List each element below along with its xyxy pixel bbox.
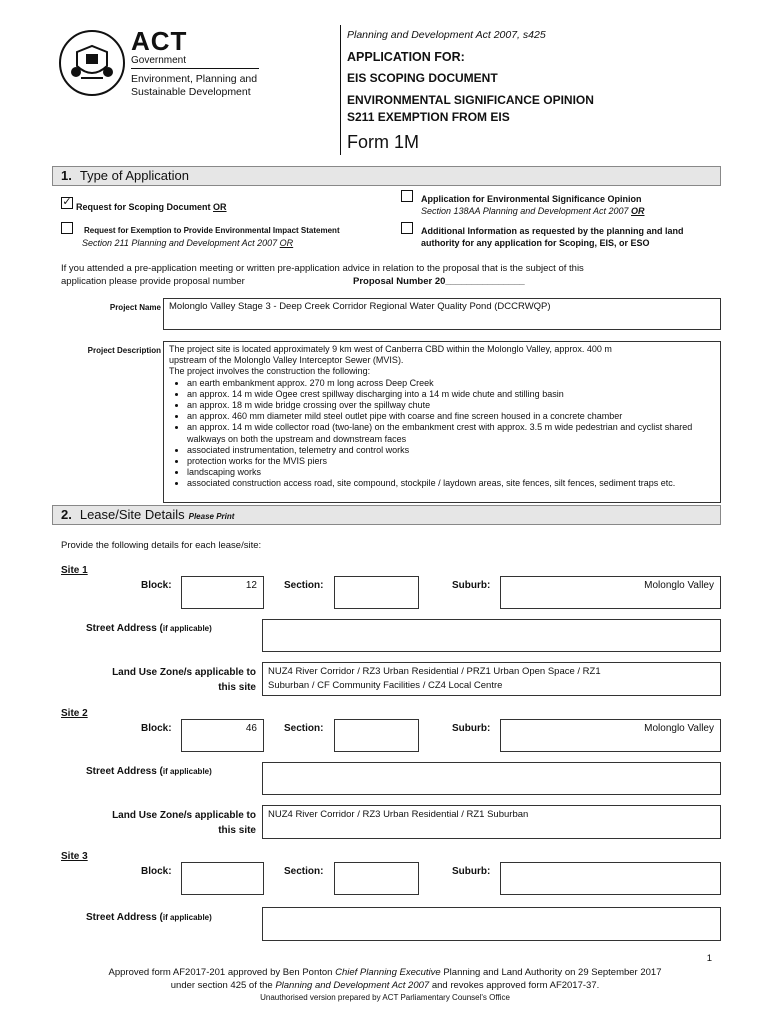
site-3-section-field[interactable] <box>334 862 419 895</box>
eso-act: Section 138AA Planning and Development Act 2007 <box>421 206 629 216</box>
zone-label-1: Land Use Zone/s applicable to <box>112 810 256 821</box>
if-applicable: if applicable <box>162 767 210 776</box>
additional-info-checkbox[interactable] <box>401 222 413 234</box>
additional-info-label-2: authority for any application for Scoping, EIS, or ESO <box>421 238 650 248</box>
street-address-label <box>86 912 212 923</box>
scoping-option-label <box>76 201 227 213</box>
footer-approval <box>40 966 730 992</box>
site-2-zone-line-1: NUZ4 River Corridor / RZ3 Urban Residential / RZ1 Suburban <box>268 809 529 820</box>
site-1-block-field[interactable]: 12 <box>181 576 264 609</box>
list-item: • an approx. 14 m wide Ogee crest spillway discharging into a 14 m wide chute and stilling basin <box>187 389 715 400</box>
proposal-number[interactable]: Proposal Number 20_______________ <box>353 276 525 287</box>
suburb-label: Suburb: <box>452 866 491 877</box>
section-2-title: Lease/Site Details <box>79 507 185 522</box>
project-name-label: Project Name <box>109 303 161 312</box>
list-item: • an approx. 14 m wide collector road (two-lane) on the embankment crest with approx. 3.5 m wide pedestrian and cyclist shared walkways on both the upstream and downstream faces <box>187 422 715 444</box>
list-item: • an approx. 18 m wide bridge crossing over the spillway chute <box>187 400 715 411</box>
project-name-field[interactable]: Molonglo Valley Stage 3 - Deep Creek Corridor Regional Water Quality Pond (DCCRWQP) <box>163 298 721 330</box>
exemption-or: OR <box>279 238 294 248</box>
page-number: 1 <box>706 953 712 964</box>
zone-label-2: this site <box>218 682 256 693</box>
list-item: • an earth embankment approx. 270 m long across Deep Creek <box>187 378 715 389</box>
header-line-3: S211 EXEMPTION FROM EIS <box>347 110 510 124</box>
site-2-block-field[interactable]: 46 <box>181 719 264 752</box>
desc-intro-1: The project site is located approximately 9 km west of Canberra CBD within the Molonglo Valley, approx. 400 m <box>169 344 612 354</box>
suburb-label: Suburb: <box>452 723 491 734</box>
department-name <box>131 73 257 99</box>
form-title: Form 1M <box>347 132 419 152</box>
list-item: • associated instrumentation, telemetry and control works <box>187 445 715 456</box>
block-label: Block: <box>141 723 172 734</box>
if-applicable: if applicable <box>162 913 210 922</box>
if-applicable: if applicable <box>162 624 210 633</box>
street-address-label <box>86 623 212 634</box>
dept-line-1: Environment, Planning and <box>131 73 258 85</box>
zone-label <box>76 665 256 695</box>
site-1-heading: Site 1 <box>61 565 88 576</box>
header-line-1: EIS SCOPING DOCUMENT <box>347 71 498 85</box>
header-divider <box>340 25 341 155</box>
site-2-suburb-field[interactable]: Molonglo Valley <box>500 719 721 752</box>
eso-option <box>421 193 645 217</box>
site-1-zone-line-1: NUZ4 River Corridor / RZ3 Urban Residential / PRZ1 Urban Open Space / RZ1 <box>268 666 601 677</box>
footer-line-2 <box>40 979 730 992</box>
block-label: Block: <box>141 580 172 591</box>
site-1-section-field[interactable] <box>334 576 419 609</box>
site-3-street-field[interactable] <box>262 907 721 941</box>
section-2-number: 2. <box>61 507 72 522</box>
footer-line-1 <box>40 966 730 979</box>
zone-label <box>76 808 256 838</box>
list-item: • an approx. 460 mm diameter mild steel outlet pipe with coarse and fine screen housed in a concrete chamber <box>187 411 715 422</box>
exemption-label: Request for Exemption to Provide Environmental Impact Statement <box>84 226 340 235</box>
site-1-zone-field[interactable] <box>262 662 721 696</box>
site-1-suburb-field[interactable]: Molonglo Valley <box>500 576 721 609</box>
crest-icon <box>67 38 117 88</box>
eso-sub <box>421 205 645 217</box>
list-item: • landscaping works <box>187 467 715 478</box>
site-2-zone-field[interactable] <box>262 805 721 839</box>
eso-or: OR <box>631 206 645 216</box>
site-2-heading: Site 2 <box>61 708 88 719</box>
application-for: APPLICATION FOR: <box>347 50 465 64</box>
desc-intro-3: The project involves the construction the following: <box>169 366 371 377</box>
list-item: • associated construction access road, site compound, stockpile / laydown areas, site fences, silt fences, sediment traps etc. <box>187 478 715 489</box>
project-description-field[interactable] <box>163 341 721 503</box>
zone-label-1: Land Use Zone/s applicable to <box>112 667 256 678</box>
section-1-number: 1. <box>61 168 72 183</box>
government-label: Government <box>131 55 187 66</box>
preapp-line-1: If you attended a pre-application meeting or written pre-application advice in relation to the proposal that is the subject of this <box>61 263 584 274</box>
zone-label-2: this site <box>218 825 256 836</box>
site-2-street-field[interactable] <box>262 762 721 795</box>
section-1-header <box>52 166 721 186</box>
footer-under-post: and revokes approved form AF2017-37. <box>429 980 600 991</box>
scoping-checkbox[interactable]: ✓ <box>62 196 72 208</box>
block-label: Block: <box>141 866 172 877</box>
additional-info-option <box>421 225 684 249</box>
paren-close: ) <box>209 624 212 633</box>
site-2-section-field[interactable] <box>334 719 419 752</box>
site-3-block-field[interactable] <box>181 862 264 895</box>
street-label-text: Street Address ( <box>86 912 163 923</box>
suburb-label: Suburb: <box>452 580 491 591</box>
list-item: • protection works for the MVIS piers <box>187 456 715 467</box>
footer-act: Planning and Development Act 2007 <box>275 980 430 991</box>
dept-line-2: Sustainable Development <box>131 86 251 98</box>
exemption-sub <box>82 237 340 249</box>
paren-close: ) <box>209 767 212 776</box>
logo-divider <box>131 68 259 69</box>
footer-approved-pre: Approved form AF2017-201 approved by Ben Ponton <box>108 967 336 978</box>
site-3-heading: Site 3 <box>61 851 88 862</box>
additional-info-label: Additional Information as requested by the planning and land <box>421 226 684 236</box>
please-print: Please Print <box>188 512 235 521</box>
site-3-suburb-field[interactable] <box>500 862 721 895</box>
desc-list <box>169 378 715 490</box>
section-label: Section: <box>284 723 324 734</box>
act-reference: Planning and Development Act 2007, s425 <box>347 29 546 41</box>
header-line-2: ENVIRONMENTAL SIGNIFICANCE OPINION <box>347 93 594 107</box>
street-label-text: Street Address ( <box>86 766 163 777</box>
exemption-option <box>84 225 340 249</box>
act-wordmark: ACT <box>131 26 188 56</box>
exemption-checkbox[interactable] <box>61 222 73 234</box>
street-label-text: Street Address ( <box>86 623 163 634</box>
section-1-title: Type of Application <box>79 168 189 183</box>
eso-label: Application for Environmental Significance Opinion <box>421 194 642 204</box>
unauthorised-notice: Unauthorised version prepared by ACT Parliamentary Counsel's Office <box>260 993 510 1002</box>
footer-role: Chief Planning Executive <box>335 967 441 978</box>
scoping-label: Request for Scoping Document <box>76 202 211 212</box>
exemption-act: Section 211 Planning and Development Act 2007 <box>82 238 278 248</box>
footer-under-pre: under section 425 of the <box>170 980 276 991</box>
section-label: Section: <box>284 866 324 877</box>
section-label: Section: <box>284 580 324 591</box>
footer-approved-post: Planning and Land Authority on 29 September 2017 <box>440 967 662 978</box>
site-1-zone-line-2: Suburban / CF Community Facilities / CZ4 Local Centre <box>268 680 503 691</box>
street-address-label <box>86 766 212 777</box>
scoping-or: OR <box>213 202 227 212</box>
preapp-line-2: application please provide proposal number <box>61 276 245 287</box>
section-2-header <box>52 505 721 525</box>
eso-checkbox[interactable] <box>401 190 413 202</box>
desc-intro-2: upstream of the Molonglo Valley Interceptor Sewer (MVIS). <box>169 355 404 366</box>
site-1-street-field[interactable] <box>262 619 721 652</box>
act-crest-logo <box>59 30 125 96</box>
section-2-intro: Provide the following details for each lease/site: <box>61 540 262 551</box>
paren-close: ) <box>209 913 212 922</box>
project-description-label: Project Description <box>87 346 161 355</box>
